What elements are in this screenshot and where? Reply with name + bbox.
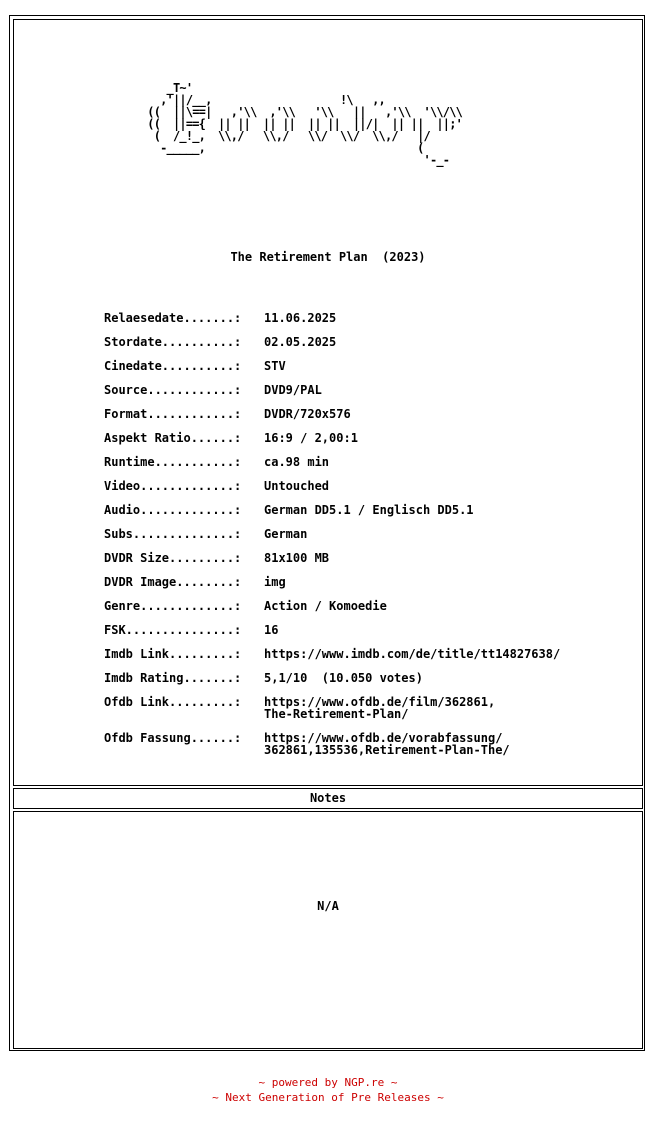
field-value: STV xyxy=(264,359,286,373)
field-value: DVDR/720x576 xyxy=(264,407,351,421)
goodboy-ascii-logo: _T~' ,'||/__, !\ ,, (( ||\==| ,'\\ ,'\\ '\\ || ,'\\ '\\/\\ (( ||=={ || || || || || || ||/| || || ||;' ( /_!_, \\,/ \\,/ \\/ \\/ \\,/ |/ -_____, ( '-_- xyxy=(147,81,463,167)
notes-heading: Notes xyxy=(309,791,347,805)
field-value: DVD9/PAL xyxy=(264,383,322,397)
field-label: DVDR Image........: xyxy=(104,575,242,589)
field-row xyxy=(104,696,495,720)
field-row xyxy=(104,456,329,468)
field-value: 81x100 MB xyxy=(264,551,330,565)
field-label: FSK...............: xyxy=(104,623,242,637)
field-label: DVDR Size.........: xyxy=(104,551,242,565)
field-row xyxy=(104,336,336,348)
field-row xyxy=(104,672,423,684)
field-row xyxy=(104,480,329,492)
field-value: 16 xyxy=(264,623,279,637)
field-label: Source............: xyxy=(104,383,242,397)
notes-body-box xyxy=(13,811,643,1049)
field-row xyxy=(104,600,387,612)
field-label: Ofdb Link.........: xyxy=(104,695,242,709)
field-value: 16:9 / 2,00:1 xyxy=(264,431,358,445)
field-label: Cinedate..........: xyxy=(104,359,242,373)
field-label: Video.............: xyxy=(104,479,242,493)
field-row xyxy=(104,552,329,564)
footer-tagline: ~ Next Generation of Pre Releases ~ xyxy=(212,1091,444,1104)
field-row xyxy=(104,576,286,588)
field-label: Format............: xyxy=(104,407,242,421)
release-title: The Retirement Plan (2023) xyxy=(230,250,426,264)
field-value: German xyxy=(264,527,308,541)
field-label: Genre.............: xyxy=(104,599,242,613)
field-row xyxy=(104,432,358,444)
footer-powered-by: ~ powered by NGP.re ~ xyxy=(258,1076,398,1089)
field-value: 11.06.2025 xyxy=(264,311,337,325)
field-value: img xyxy=(264,575,286,589)
field-row xyxy=(104,408,351,420)
field-row xyxy=(104,360,286,372)
field-label: Relaesedate.......: xyxy=(104,311,242,325)
field-value: Untouched xyxy=(264,479,330,493)
imdb-link[interactable]: https://www.imdb.com/de/title/tt14827638/ xyxy=(264,647,561,661)
field-value: German DD5.1 / Englisch DD5.1 xyxy=(264,503,474,517)
notes-text: N/A xyxy=(317,899,339,913)
ofdb-link[interactable]: https://www.ofdb.de/film/362861, The-Retirement-Plan/ xyxy=(264,695,496,721)
field-row xyxy=(104,312,336,324)
field-row xyxy=(104,528,307,540)
field-value: 5,1/10 (10.050 votes) xyxy=(264,671,423,685)
field-label: Imdb Link.........: xyxy=(104,647,242,661)
field-label: Stordate..........: xyxy=(104,335,242,349)
field-label: Imdb Rating.......: xyxy=(104,671,242,685)
field-row xyxy=(104,624,278,636)
field-row xyxy=(104,732,510,756)
field-value: 02.05.2025 xyxy=(264,335,337,349)
field-value: Action / Komoedie xyxy=(264,599,387,613)
field-label: Audio.............: xyxy=(104,503,242,517)
field-label: Aspekt Ratio......: xyxy=(104,431,242,445)
field-label: Ofdb Fassung......: xyxy=(104,731,242,745)
field-row xyxy=(104,648,560,660)
field-value: ca.98 min xyxy=(264,455,330,469)
ofdb-fassung-link[interactable]: https://www.ofdb.de/vorabfassung/ 362861,135536,Retirement-Plan-The/ xyxy=(264,731,510,757)
field-row xyxy=(104,384,322,396)
field-label: Runtime...........: xyxy=(104,455,242,469)
field-row xyxy=(104,504,474,516)
field-label: Subs..............: xyxy=(104,527,242,541)
